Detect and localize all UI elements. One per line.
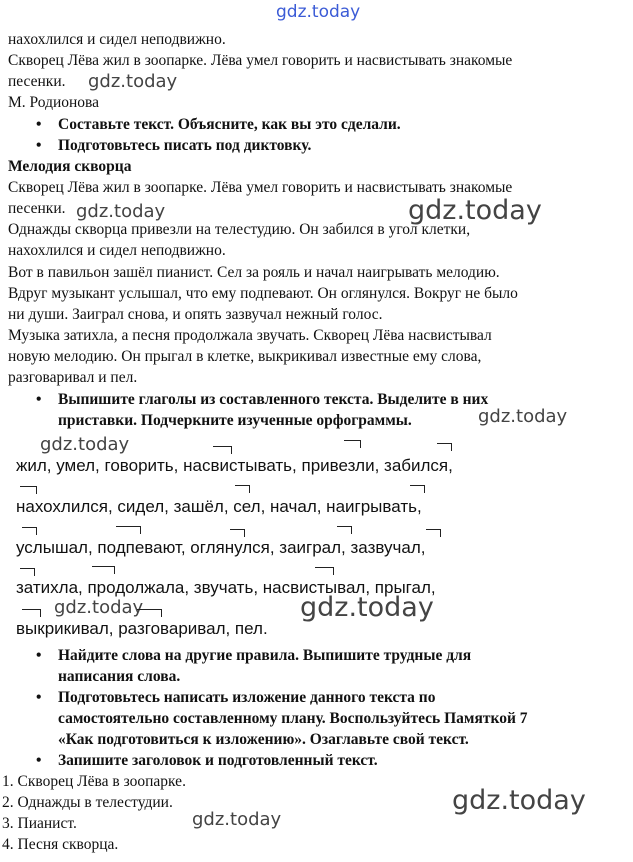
verb-row: нахохлился, сидел, зашёл, сел, начал, наигрывать, <box>16 497 422 516</box>
text-line: Музыка затихла, а песня продолжала звучать. Скворец Лёва насвистывал <box>8 327 492 344</box>
prefix-mark <box>426 529 441 537</box>
text-line: Однажды скворца привезли на телестудию. Он забился в угол клетки, <box>8 221 471 238</box>
author: М. Родионова <box>8 94 100 111</box>
text-line: Скворец Лёва жил в зоопарке. Лёва умел говорить и насвистывать знакомые <box>8 179 513 196</box>
text-title: Мелодия скворца <box>8 158 132 175</box>
verb-row: жил, умел, говорить, насвистывать, привезли, забился, <box>16 456 453 475</box>
task-bullet: • Составьте текст. Объясните, как вы это сделали. <box>58 115 401 135</box>
plan-item: 4. Песня скворца. <box>2 836 119 853</box>
task-bullet: • Подготовьтесь писать под диктовку. <box>58 136 311 156</box>
prefix-mark <box>315 567 334 575</box>
text-line: нахохлился и сидел неподвижно. <box>8 31 226 48</box>
prefix-mark <box>22 609 41 617</box>
watermark-large: gdz.today <box>300 592 434 623</box>
prefix-mark <box>410 485 425 493</box>
verb-row: выкрикивал, разговаривал, пел. <box>16 619 268 638</box>
watermark: gdz.today <box>40 434 130 455</box>
verb-row: услышал, подпевают, оглянулся, заиграл, зазвучал, <box>16 538 426 557</box>
task-bullet: • Найдите слова на другие правила. Выпишите трудные для <box>58 646 471 666</box>
prefix-mark <box>137 609 162 617</box>
prefix-mark <box>337 526 352 534</box>
prefix-mark <box>230 529 245 537</box>
prefix-mark <box>20 568 35 576</box>
watermark-large: gdz.today <box>452 785 586 816</box>
prefix-mark <box>213 446 232 454</box>
text-line: песенки. <box>8 200 66 217</box>
task-bullet: • Выпишите глаголы из составленного текста. Выделите в них <box>58 390 488 410</box>
prefix-mark <box>22 527 37 535</box>
watermark: gdz.today <box>76 201 166 222</box>
watermark: gdz.today <box>478 406 568 427</box>
plan-item: 3. Пианист. <box>2 815 77 832</box>
prefix-mark <box>116 526 141 534</box>
task-bullet: • Подготовьтесь написать изложение данного текста по <box>58 688 435 708</box>
prefix-mark <box>437 443 452 451</box>
prefix-mark <box>20 486 37 494</box>
task-bullet: • Запишите заголовок и подготовленный текст. <box>58 751 378 771</box>
watermark: gdz.today <box>54 597 144 618</box>
task-continuation: «Как подготовиться к изложению». Озаглавьте свой текст. <box>58 731 469 748</box>
prefix-mark <box>235 485 250 493</box>
text-line: Скворец Лёва жил в зоопарке. Лёва умел говорить и насвистывать знакомые <box>8 52 513 69</box>
watermark: gdz.today <box>88 71 178 92</box>
verb-row: затихла, продолжала, звучать, насвистывал, прыгал, <box>16 578 436 597</box>
task-continuation: самостоятельно составленному плану. Воспользуйтесь Памяткой 7 <box>58 710 528 727</box>
prefix-mark <box>344 440 361 448</box>
text-line: новую мелодию. Он прыгал в клетке, выкрикивал известные ему слова, <box>8 348 482 365</box>
task-continuation: написания слова. <box>58 668 181 685</box>
text-line: нахохлился и сидел неподвижно. <box>8 242 226 259</box>
text-line: Вот в павильон зашёл пианист. Сел за рояль и начал наигрывать мелодию. <box>8 264 500 281</box>
watermark-top: gdz.today <box>276 2 361 22</box>
plan-item: 2. Однажды в телестудии. <box>2 794 173 811</box>
watermark: gdz.today <box>192 809 282 830</box>
watermark-large: gdz.today <box>408 195 542 226</box>
text-line: разговаривал и пел. <box>8 369 138 386</box>
task-continuation: приставки. Подчеркните изученные орфограммы. <box>58 412 412 429</box>
plan-item: 1. Скворец Лёва в зоопарке. <box>2 773 186 790</box>
prefix-mark <box>92 566 115 574</box>
text-line: Вдруг музыкант услышал, что ему подпевают. Он оглянулся. Вокруг не было <box>8 285 518 302</box>
text-line: ни души. Заиграл снова, и опять зазвучал нежный голос. <box>8 306 383 323</box>
text-line: песенки. <box>8 73 66 90</box>
